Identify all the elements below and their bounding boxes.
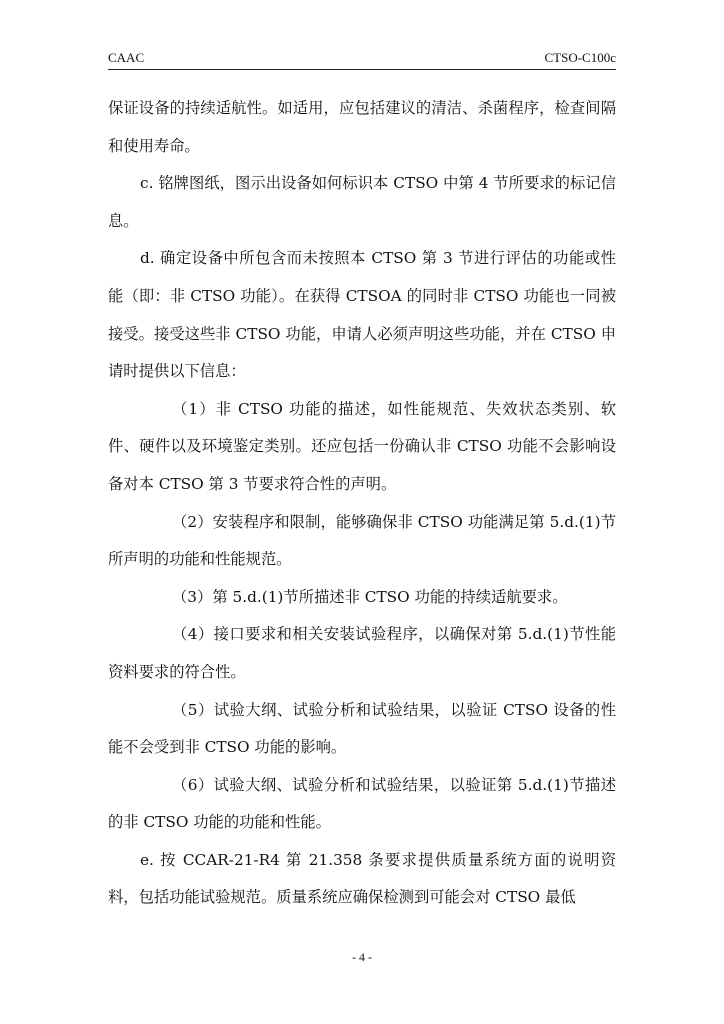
paragraph-subitem-2: （2）安装程序和限制，能够确保非 CTSO 功能满足第 5.d.(1)节所声明的功能和性能规范。: [108, 512, 616, 569]
page-header: [108, 50, 616, 68]
paragraph-subitem-1: （1）非 CTSO 功能的描述，如性能规范、失效状态类别、软件、硬件以及环境鉴定类别。还应包括一份确认非 CTSO 功能不会影响设备对本 CTSO 第 3 节要求符合性的声明。: [108, 399, 616, 493]
header-rule: [108, 69, 616, 70]
paragraph-subitem-3: （3）第 5.d.(1)节所描述非 CTSO 功能的持续适航要求。: [172, 587, 568, 606]
paragraph-item-c: c. 铭牌图纸，图示出设备如何标识本 CTSO 中第 4 节所要求的标记信息。: [108, 174, 616, 230]
paragraph-item-d: d. 确定设备中所包含而未按照本 CTSO 第 3 节进行评估的功能或性能（即：非 CTSO 功能）。在获得 CTSOA 的同时非 CTSO 功能也一同被接受。接受这些非 CTSO 功能，申请人必须声明这些功能，并在 CTSO 申请时提供以下信息：: [108, 249, 616, 381]
paragraph-subitem-5: （5）试验大纲、试验分析和试验结果，以验证 CTSO 设备的性能不会受到非 CTSO 功能的影响。: [108, 700, 616, 757]
document-body: [108, 90, 616, 917]
paragraph-continuation: 保证设备的持续适航性。如适用，应包括建议的清洁、杀菌程序，检查间隔和使用寿命。: [108, 99, 616, 155]
header-doc-id: CTSO-C100c: [544, 50, 616, 65]
paragraph-item-e: e. 按 CCAR-21-R4 第 21.358 条要求提供质量系统方面的说明资料，包括功能试验规范。质量系统应确保检测到可能会对 CTSO 最低: [108, 850, 616, 907]
paragraph-subitem-6: （6）试验大纲、试验分析和试验结果，以验证第 5.d.(1)节描述的非 CTSO 功能的功能和性能。: [108, 775, 616, 832]
paragraph-subitem-4: （4）接口要求和相关安装试验程序，以确保对第 5.d.(1)节性能资料要求的符合性。: [108, 625, 616, 681]
page-number: - 4 -: [352, 950, 372, 964]
header-org: CAAC: [108, 50, 145, 65]
